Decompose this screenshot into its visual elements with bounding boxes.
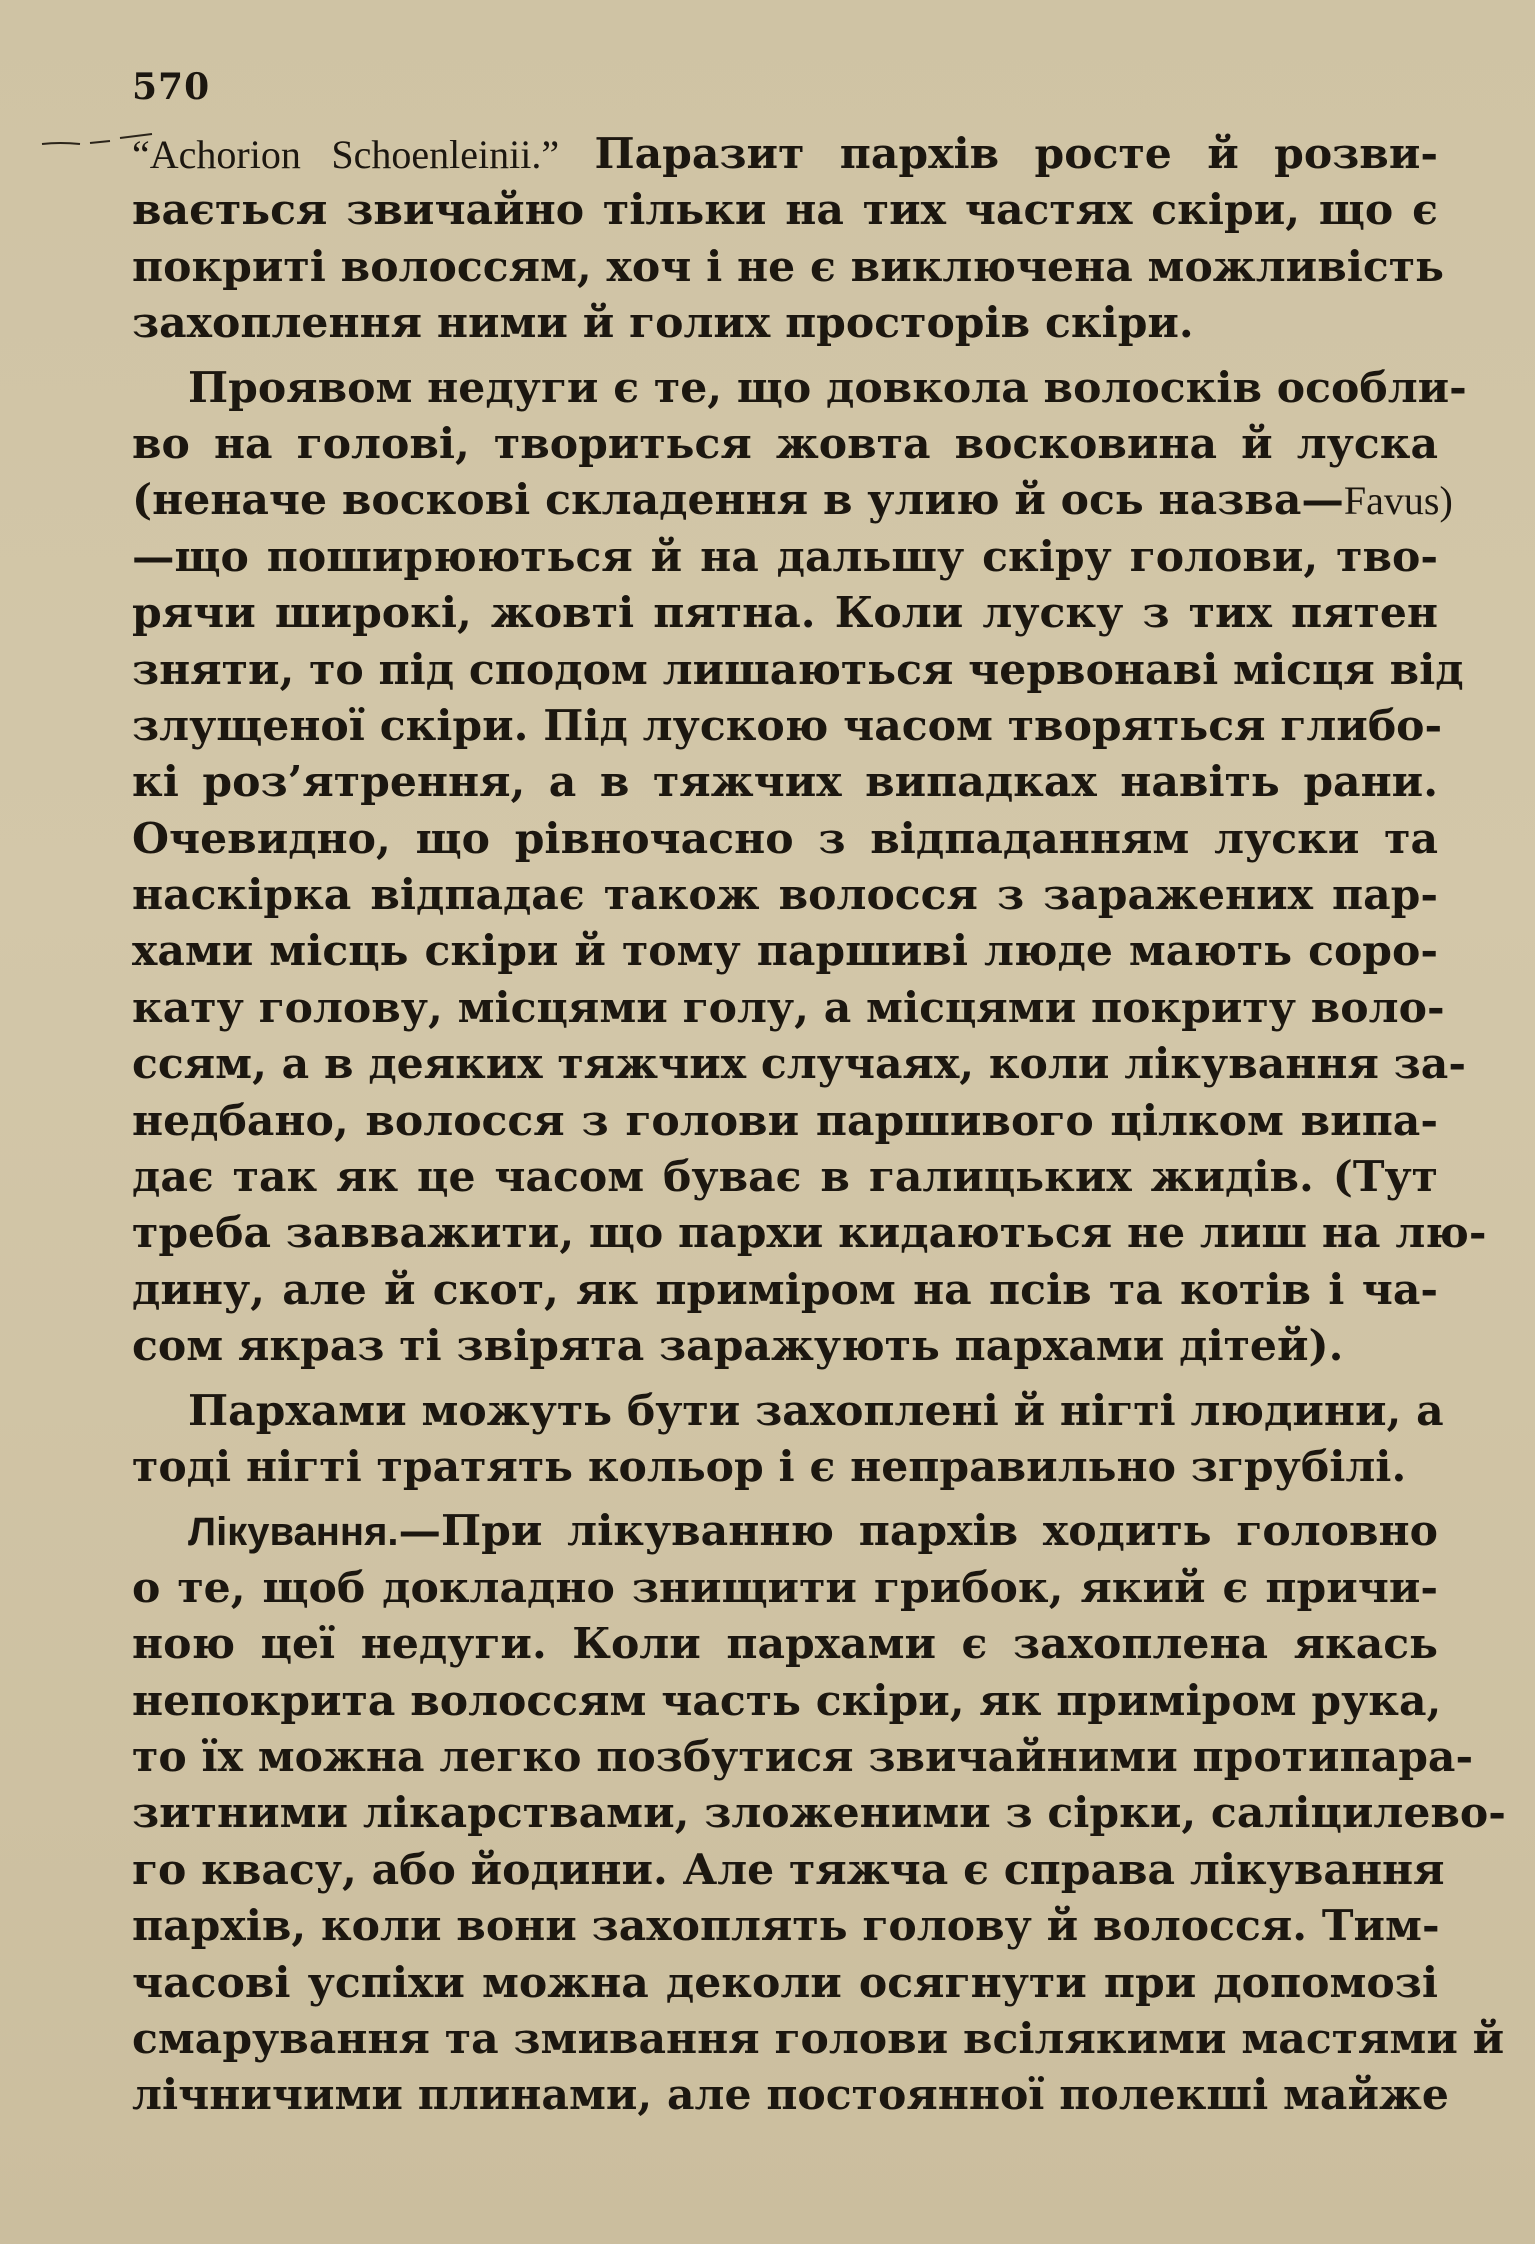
text-line	[132, 867, 1438, 923]
text-line	[132, 1383, 1444, 1439]
text-line	[132, 585, 1438, 641]
paragraph-p3	[132, 1383, 1444, 1496]
line-text: вається звичайно тільки на тих частях скіри, що є	[132, 185, 1438, 236]
text-line	[132, 1898, 1438, 1954]
text-line	[132, 1616, 1438, 1672]
line-text: зитними лікарствами, зложеними з сірки, саліцилево-	[132, 1788, 1506, 1839]
text-line	[132, 182, 1438, 238]
paragraph-p2	[132, 360, 1487, 1375]
line-text: (неначе воскові складення в улию й ось назва—	[132, 475, 1344, 526]
line-text: го квасу, або йодини. Але тяжча є справа лікування	[132, 1844, 1445, 1895]
latin-term: Favus)	[1343, 478, 1453, 524]
text-line	[132, 1093, 1438, 1149]
line-text: зняти, то під сподом лишаються червонаві місця від	[132, 644, 1464, 695]
text-line	[132, 2067, 1449, 2123]
line-text: о те, щоб докладно знищити грибок, який є причи-	[132, 1562, 1438, 1613]
text-line	[132, 1842, 1445, 1898]
text-line	[132, 698, 1443, 754]
line-text: Очевидно, що рівночасно з відпаданням луски та	[132, 813, 1438, 864]
line-text: наскірка відпадає також волосся з заражених пар-	[132, 870, 1438, 921]
text-line	[132, 1955, 1438, 2011]
line-text: —що поширюються й на дальшу скіру голови, тво-	[132, 531, 1438, 582]
paragraph-p1	[132, 126, 1444, 352]
text-line	[132, 923, 1438, 979]
text-line	[132, 416, 1438, 472]
line-text: недбано, волосся з голови паршивого цілком випа-	[132, 1095, 1438, 1146]
paragraph-gap	[132, 1495, 1438, 1503]
line-text: дає так як це часом буває в галицьких жидів. (Тут	[132, 1152, 1438, 1203]
text-line	[132, 1673, 1442, 1729]
text-line	[132, 642, 1464, 698]
text-line	[132, 1262, 1438, 1318]
text-line	[132, 980, 1445, 1036]
text-line	[132, 1205, 1487, 1261]
paragraph-gap	[132, 1375, 1438, 1383]
line-text: то їх можна легко позбутися звичайними протипара-	[132, 1731, 1474, 1782]
line-text: ссям, а в деяких тяжчих случаях, коли лікування за-	[132, 1039, 1466, 1090]
text-line	[132, 1785, 1506, 1841]
line-text: рячи широкі, жовті пятна. Коли луску з тих пятен	[132, 588, 1438, 639]
line-text: треба завважити, що пархи кидаються не лиш на лю-	[132, 1208, 1487, 1259]
line-text: кі роз’ятрення, а в тяжчих випадках навіть рани.	[132, 757, 1438, 808]
line-text: покриті волоссям, хоч і не є виключена можливість	[132, 241, 1444, 292]
line-text: хами місць скіри й тому паршиві люде мають соро-	[132, 926, 1438, 977]
text-line	[132, 239, 1444, 295]
line-text: часові успіхи можна деколи осягнути при допомозі	[132, 1957, 1438, 2008]
line-text: Паразит пархів росте й розви-	[559, 129, 1438, 179]
line-text: во на голові, твориться жовта восковина й луска	[132, 418, 1438, 469]
text-line	[132, 360, 1467, 416]
text-line	[132, 1439, 1438, 1495]
line-text: злущеної скіри. Під лускою часом творяться глибо-	[132, 700, 1443, 751]
line-text: Пархами можуть бути захоплені й нігті людини, а	[188, 1385, 1444, 1436]
line-text: тоді нігті тратять кольор і є неправильно згрубілі.	[132, 1441, 1407, 1492]
text-line	[132, 295, 1438, 351]
text-line	[132, 1036, 1466, 1092]
body-text	[132, 126, 1506, 2124]
line-text: сом якраз ті звірята заражують пархами дітей).	[132, 1321, 1344, 1372]
text-line	[132, 126, 1438, 182]
line-text: дину, але й скот, як приміром на псів та котів і ча-	[132, 1264, 1438, 1315]
text-line	[132, 1729, 1474, 1785]
text-line	[132, 529, 1438, 585]
line-text: кату голову, місцями голу, а місцями покриту воло-	[132, 982, 1445, 1033]
text-line	[132, 811, 1438, 867]
text-line	[132, 1503, 1438, 1559]
line-text: непокрита волоссям часть скіри, як приміром рука,	[132, 1675, 1442, 1726]
line-text: ною цеї недуги. Коли пархами є захоплена якась	[132, 1619, 1438, 1670]
line-text: захоплення ними й голих просторів скіри.	[132, 298, 1194, 349]
text-line	[132, 2011, 1505, 2067]
text-line	[132, 1149, 1438, 1205]
paragraph-gap	[132, 352, 1438, 360]
text-line	[132, 1318, 1438, 1374]
line-text: —При лікуванню пархів ходить головно	[398, 1506, 1438, 1557]
text-line	[132, 1560, 1438, 1616]
line-text: пархів, коли вони захоплять голову й волосся. Тим-	[132, 1901, 1440, 1952]
text-line	[132, 472, 1453, 528]
page-number: 570	[132, 66, 211, 108]
line-text: смарування та змивання голови всілякими мастями й	[132, 2013, 1505, 2064]
text-line	[132, 754, 1438, 810]
paragraph-p4	[132, 1503, 1506, 2123]
line-text: лічничими плинами, але постоянної полекші майже	[132, 2070, 1449, 2121]
section-heading: Лікування.	[188, 1510, 399, 1555]
line-text: Проявом недуги є те, що довкола волосків особли-	[188, 362, 1467, 413]
latin-term: “Achorion Schoenleinii.”	[132, 132, 560, 177]
